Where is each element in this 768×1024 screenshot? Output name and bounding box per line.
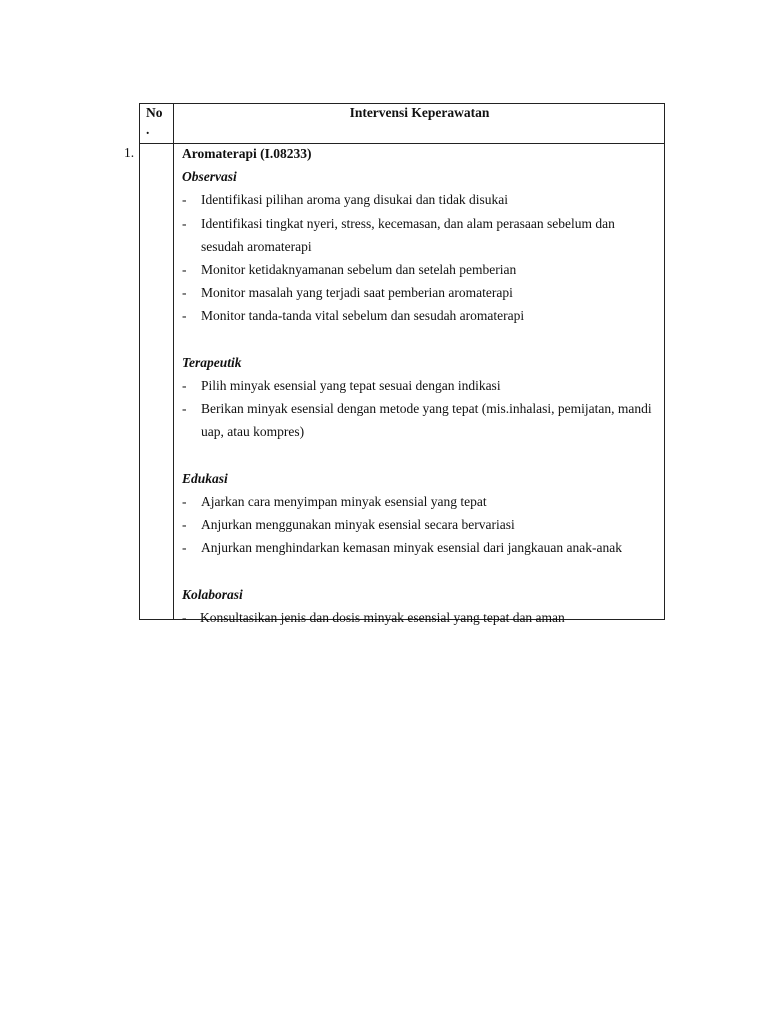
list-item (182, 397, 652, 443)
bullet-dash: - (182, 285, 187, 301)
section-heading-terapeutik: Terapeutik (182, 354, 242, 370)
list-item (182, 258, 652, 281)
list-item-text: Anjurkan menghindarkan kemasan minyak esensial dari jangkauan anak-anak (201, 540, 622, 556)
bullet-dash: - (182, 610, 187, 626)
bullet-dash: - (182, 308, 187, 324)
list-item-text: Konsultasikan jenis dan dosis minyak esensial yang tepat dan aman (200, 610, 565, 626)
list-item-text: Monitor ketidaknyamanan sebelum dan setelah pemberian (201, 262, 517, 278)
list-item-text: Pilih minyak esensial yang tepat sesuai dengan indikasi (201, 378, 501, 394)
spacer (182, 444, 652, 467)
list-item-text: Identifikasi tingkat nyeri, stress, kecemasan, dan alam perasaan sebelum dan sesudah aromaterapi (201, 215, 615, 254)
row-number: 1. (124, 145, 135, 160)
bullet-dash: - (182, 401, 187, 417)
bullet-dash: - (182, 517, 187, 533)
spacer (182, 328, 652, 351)
header-no (146, 104, 163, 138)
intervention-title: Aromaterapi (I.08233) (182, 146, 312, 161)
list-item (182, 606, 652, 629)
list-item (182, 212, 652, 258)
list-item-text: Ajarkan cara menyimpan minyak esensial yang tepat (201, 494, 487, 510)
list-item-text: Monitor tanda-tanda vital sebelum dan sesudah aromaterapi (201, 308, 525, 324)
bullet-dash: - (182, 494, 187, 510)
list-item (182, 490, 652, 513)
bullet-dash: - (182, 540, 187, 556)
section-heading-observasi: Observasi (182, 169, 237, 185)
list-item-text: Berikan minyak esensial dengan metode yang tepat (mis.inhalasi, pemijatan, mandi uap, atau kompres) (201, 401, 652, 440)
spacer (182, 560, 652, 583)
section-heading-kolaborasi: Kolaborasi (182, 586, 243, 602)
list-item (182, 536, 652, 559)
list-item (182, 513, 652, 536)
list-item (182, 304, 652, 327)
header-no-label: No (146, 105, 163, 120)
list-item (182, 188, 652, 211)
list-item (182, 374, 652, 397)
bullet-dash: - (182, 192, 187, 208)
bullet-dash: - (182, 262, 187, 278)
bullet-dash: - (182, 378, 187, 394)
intervention-content (182, 142, 652, 629)
list-item-text: Monitor masalah yang terjadi saat pemberian aromaterapi (201, 285, 513, 301)
list-item-text: Anjurkan menggunakan minyak esensial secara bervariasi (201, 517, 515, 533)
header-no-dot: . (146, 122, 150, 137)
column-divider (173, 104, 174, 619)
bullet-dash: - (182, 215, 187, 231)
header-intervention: Intervensi Keperawatan (349, 105, 490, 120)
list-item (182, 281, 652, 304)
section-heading-edukasi: Edukasi (182, 470, 228, 486)
list-item-text: Identifikasi pilihan aroma yang disukai dan tidak disukai (201, 192, 509, 208)
